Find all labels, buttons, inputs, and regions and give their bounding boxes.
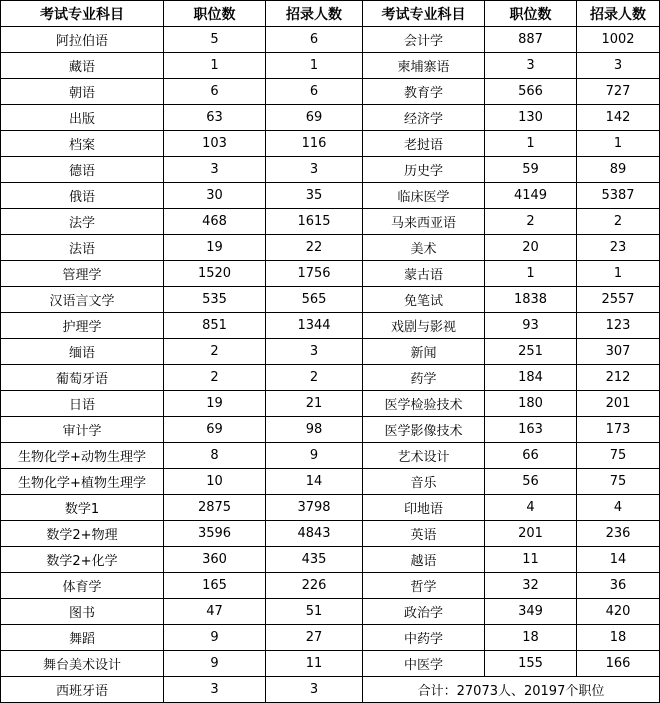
right-positions-cell: 20 xyxy=(485,235,577,261)
right-subject-cell: 医学影像技术 xyxy=(363,417,485,443)
left-hires-cell: 51 xyxy=(266,599,363,625)
left-subject-cell: 生物化学+植物生理学 xyxy=(1,469,164,495)
left-positions-cell: 2 xyxy=(164,365,266,391)
table-row xyxy=(1,651,660,677)
right-hires-cell: 166 xyxy=(577,651,660,677)
left-positions-cell: 3 xyxy=(164,157,266,183)
left-hires-cell: 6 xyxy=(266,27,363,53)
left-subject-cell: 俄语 xyxy=(1,183,164,209)
header-row xyxy=(1,1,660,27)
left-hires-cell: 11 xyxy=(266,651,363,677)
left-positions-cell: 468 xyxy=(164,209,266,235)
right-positions-cell: 184 xyxy=(485,365,577,391)
table-row xyxy=(1,677,660,703)
left-hires-cell: 116 xyxy=(266,131,363,157)
table-row xyxy=(1,521,660,547)
right-hires-cell: 420 xyxy=(577,599,660,625)
right-subject-cell: 会计学 xyxy=(363,27,485,53)
left-positions-cell: 9 xyxy=(164,651,266,677)
right-hires-cell: 75 xyxy=(577,469,660,495)
left-hires-cell: 1344 xyxy=(266,313,363,339)
right-positions-cell: 56 xyxy=(485,469,577,495)
right-subject-cell: 艺术设计 xyxy=(363,443,485,469)
left-positions-cell: 69 xyxy=(164,417,266,443)
left-hires-cell: 3 xyxy=(266,339,363,365)
table-row xyxy=(1,209,660,235)
left-positions-cell: 103 xyxy=(164,131,266,157)
table-row xyxy=(1,625,660,651)
right-positions-cell: 4 xyxy=(485,495,577,521)
right-positions-cell: 32 xyxy=(485,573,577,599)
right-subject-cell: 政治学 xyxy=(363,599,485,625)
left-positions-cell: 851 xyxy=(164,313,266,339)
right-hires-cell: 212 xyxy=(577,365,660,391)
table-row xyxy=(1,495,660,521)
right-positions-cell: 1838 xyxy=(485,287,577,313)
left-hires-cell: 3 xyxy=(266,157,363,183)
right-positions-cell: 201 xyxy=(485,521,577,547)
left-positions-cell: 10 xyxy=(164,469,266,495)
left-subject-cell: 藏语 xyxy=(1,53,164,79)
table-row xyxy=(1,547,660,573)
left-hires-cell: 69 xyxy=(266,105,363,131)
left-hires-cell: 226 xyxy=(266,573,363,599)
left-subject-cell: 葡萄牙语 xyxy=(1,365,164,391)
left-subject-cell: 日语 xyxy=(1,391,164,417)
right-hires-cell: 23 xyxy=(577,235,660,261)
right-hires-cell: 2557 xyxy=(577,287,660,313)
right-subject-cell: 中医学 xyxy=(363,651,485,677)
left-hires-cell: 1 xyxy=(266,53,363,79)
table-row xyxy=(1,443,660,469)
right-hires-cell: 2 xyxy=(577,209,660,235)
table-row xyxy=(1,365,660,391)
left-hires-cell: 22 xyxy=(266,235,363,261)
right-positions-cell: 18 xyxy=(485,625,577,651)
left-positions-cell: 8 xyxy=(164,443,266,469)
right-positions-cell: 163 xyxy=(485,417,577,443)
left-positions-cell: 3596 xyxy=(164,521,266,547)
left-subject-cell: 数学2+物理 xyxy=(1,521,164,547)
left-hires-cell: 27 xyxy=(266,625,363,651)
right-subject-cell: 中药学 xyxy=(363,625,485,651)
right-hires-cell: 75 xyxy=(577,443,660,469)
left-subject-cell: 阿拉伯语 xyxy=(1,27,164,53)
header-positions-right: 职位数 xyxy=(485,1,577,27)
left-subject-cell: 舞蹈 xyxy=(1,625,164,651)
header-hires-right: 招录人数 xyxy=(577,1,660,27)
table-row xyxy=(1,105,660,131)
left-hires-cell: 98 xyxy=(266,417,363,443)
left-hires-cell: 2 xyxy=(266,365,363,391)
right-subject-cell: 英语 xyxy=(363,521,485,547)
right-positions-cell: 66 xyxy=(485,443,577,469)
right-hires-cell: 142 xyxy=(577,105,660,131)
header-subject-left: 考试专业科目 xyxy=(1,1,164,27)
right-hires-cell: 3 xyxy=(577,53,660,79)
left-positions-cell: 1 xyxy=(164,53,266,79)
right-subject-cell: 经济学 xyxy=(363,105,485,131)
table-row xyxy=(1,53,660,79)
right-hires-cell: 5387 xyxy=(577,183,660,209)
right-hires-cell: 201 xyxy=(577,391,660,417)
right-positions-cell: 130 xyxy=(485,105,577,131)
left-hires-cell: 21 xyxy=(266,391,363,417)
left-hires-cell: 6 xyxy=(266,79,363,105)
left-hires-cell: 1756 xyxy=(266,261,363,287)
left-subject-cell: 数学1 xyxy=(1,495,164,521)
right-hires-cell: 236 xyxy=(577,521,660,547)
left-subject-cell: 西班牙语 xyxy=(1,677,164,703)
right-subject-cell: 马来西亚语 xyxy=(363,209,485,235)
left-subject-cell: 出版 xyxy=(1,105,164,131)
right-hires-cell: 89 xyxy=(577,157,660,183)
header-positions-left: 职位数 xyxy=(164,1,266,27)
left-subject-cell: 管理学 xyxy=(1,261,164,287)
right-positions-cell: 4149 xyxy=(485,183,577,209)
table-row xyxy=(1,599,660,625)
left-hires-cell: 435 xyxy=(266,547,363,573)
left-hires-cell: 1615 xyxy=(266,209,363,235)
left-subject-cell: 缅语 xyxy=(1,339,164,365)
left-subject-cell: 汉语言文学 xyxy=(1,287,164,313)
table-row xyxy=(1,183,660,209)
right-positions-cell: 2 xyxy=(485,209,577,235)
right-hires-cell: 1002 xyxy=(577,27,660,53)
left-subject-cell: 图书 xyxy=(1,599,164,625)
left-subject-cell: 审计学 xyxy=(1,417,164,443)
right-positions-cell: 11 xyxy=(485,547,577,573)
table-row xyxy=(1,235,660,261)
table-row xyxy=(1,79,660,105)
right-positions-cell: 251 xyxy=(485,339,577,365)
left-positions-cell: 535 xyxy=(164,287,266,313)
left-positions-cell: 6 xyxy=(164,79,266,105)
left-subject-cell: 法学 xyxy=(1,209,164,235)
left-subject-cell: 体育学 xyxy=(1,573,164,599)
right-subject-cell: 越语 xyxy=(363,547,485,573)
total-summary: 合计：27073人、20197个职位 xyxy=(363,677,660,703)
left-positions-cell: 47 xyxy=(164,599,266,625)
right-positions-cell: 3 xyxy=(485,53,577,79)
table-row xyxy=(1,573,660,599)
right-subject-cell: 药学 xyxy=(363,365,485,391)
table-row xyxy=(1,313,660,339)
left-positions-cell: 3 xyxy=(164,677,266,703)
right-positions-cell: 887 xyxy=(485,27,577,53)
left-hires-cell: 14 xyxy=(266,469,363,495)
right-subject-cell: 戏剧与影视 xyxy=(363,313,485,339)
right-subject-cell: 临床医学 xyxy=(363,183,485,209)
left-positions-cell: 360 xyxy=(164,547,266,573)
left-hires-cell: 35 xyxy=(266,183,363,209)
left-hires-cell: 565 xyxy=(266,287,363,313)
table-row xyxy=(1,131,660,157)
right-hires-cell: 4 xyxy=(577,495,660,521)
table-row xyxy=(1,287,660,313)
right-hires-cell: 14 xyxy=(577,547,660,573)
left-subject-cell: 档案 xyxy=(1,131,164,157)
table-row xyxy=(1,339,660,365)
left-hires-cell: 4843 xyxy=(266,521,363,547)
left-subject-cell: 护理学 xyxy=(1,313,164,339)
right-positions-cell: 155 xyxy=(485,651,577,677)
table-row xyxy=(1,157,660,183)
left-hires-cell: 3 xyxy=(266,677,363,703)
right-hires-cell: 307 xyxy=(577,339,660,365)
right-subject-cell: 印地语 xyxy=(363,495,485,521)
right-positions-cell: 180 xyxy=(485,391,577,417)
right-positions-cell: 93 xyxy=(485,313,577,339)
table-row xyxy=(1,469,660,495)
left-positions-cell: 63 xyxy=(164,105,266,131)
left-positions-cell: 165 xyxy=(164,573,266,599)
table-row xyxy=(1,417,660,443)
right-hires-cell: 36 xyxy=(577,573,660,599)
right-subject-cell: 美术 xyxy=(363,235,485,261)
header-subject-right: 考试专业科目 xyxy=(363,1,485,27)
left-positions-cell: 30 xyxy=(164,183,266,209)
left-subject-cell: 舞台美术设计 xyxy=(1,651,164,677)
right-hires-cell: 1 xyxy=(577,131,660,157)
right-positions-cell: 566 xyxy=(485,79,577,105)
left-subject-cell: 生物化学+动物生理学 xyxy=(1,443,164,469)
right-subject-cell: 教育学 xyxy=(363,79,485,105)
header-hires-left: 招录人数 xyxy=(266,1,363,27)
right-hires-cell: 727 xyxy=(577,79,660,105)
right-positions-cell: 349 xyxy=(485,599,577,625)
right-subject-cell: 新闻 xyxy=(363,339,485,365)
left-positions-cell: 2875 xyxy=(164,495,266,521)
right-hires-cell: 123 xyxy=(577,313,660,339)
right-hires-cell: 1 xyxy=(577,261,660,287)
right-subject-cell: 柬埔寨语 xyxy=(363,53,485,79)
right-subject-cell: 哲学 xyxy=(363,573,485,599)
right-positions-cell: 59 xyxy=(485,157,577,183)
left-positions-cell: 19 xyxy=(164,391,266,417)
right-subject-cell: 医学检验技术 xyxy=(363,391,485,417)
table-row xyxy=(1,27,660,53)
left-subject-cell: 朝语 xyxy=(1,79,164,105)
left-hires-cell: 9 xyxy=(266,443,363,469)
right-positions-cell: 1 xyxy=(485,261,577,287)
right-subject-cell: 历史学 xyxy=(363,157,485,183)
table-body xyxy=(1,27,660,703)
right-hires-cell: 18 xyxy=(577,625,660,651)
left-hires-cell: 3798 xyxy=(266,495,363,521)
left-positions-cell: 1520 xyxy=(164,261,266,287)
left-subject-cell: 德语 xyxy=(1,157,164,183)
right-subject-cell: 蒙古语 xyxy=(363,261,485,287)
table-row xyxy=(1,261,660,287)
right-subject-cell: 老挝语 xyxy=(363,131,485,157)
left-positions-cell: 9 xyxy=(164,625,266,651)
right-subject-cell: 免笔试 xyxy=(363,287,485,313)
right-positions-cell: 1 xyxy=(485,131,577,157)
table-row xyxy=(1,391,660,417)
right-hires-cell: 173 xyxy=(577,417,660,443)
right-subject-cell: 音乐 xyxy=(363,469,485,495)
left-positions-cell: 2 xyxy=(164,339,266,365)
left-positions-cell: 19 xyxy=(164,235,266,261)
left-subject-cell: 数学2+化学 xyxy=(1,547,164,573)
left-positions-cell: 5 xyxy=(164,27,266,53)
left-subject-cell: 法语 xyxy=(1,235,164,261)
